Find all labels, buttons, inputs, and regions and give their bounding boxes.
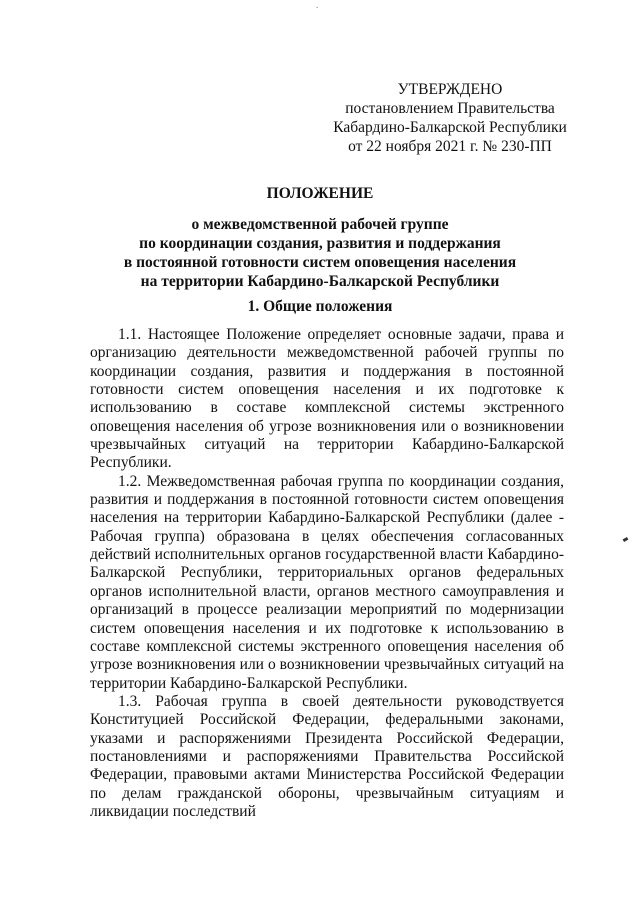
document-subtitle-line: на территории Кабардино-Балкарской Республики bbox=[140, 273, 500, 290]
paragraph-1-2: 1.2. Межведомственная рабочая группа по координации создания, развития и поддержания в постоянной готовности систем оповещения населения на территории Кабардино-Балкарской Республики (далее - Рабочая группа) образована в целях обеспечения согласованных действий исполнительных органов государственной власти Кабардино-Балкарской Республики, территориальных органов федеральных органов исполнительной власти, органов местного самоуправления и организаций в процессе реализации мероприятий по модернизации систем оповещения населения и их подготовке к использованию в составе комплексной системы экстренного оповещения населения об угрозе возникновения или о возникновении чрезвычайных ситуаций на территории Кабардино-Балкарской Республики. bbox=[90, 472, 564, 692]
scan-artifact-mark: . bbox=[316, 0, 320, 10]
document-subtitle-line: о межведомственной рабочей группе bbox=[191, 216, 449, 233]
paragraph-1-1: 1.1. Настоящее Положение определяет основные задачи, права и организацию деятельности межведомственной рабочей группы по координации создания, развития и поддержания в постоянной готовности систем оповещения населения и их подготовке к использованию в составе комплексной системы экстренного оповещения населения об угрозе возникновения или о возникновении чрезвычайных ситуаций на территории Кабардино-Балкарской Республики. bbox=[90, 326, 564, 472]
document-subtitle-line: в постоянной готовности систем оповещения населения bbox=[123, 254, 517, 271]
section-body bbox=[90, 326, 564, 821]
approval-heading: УТВЕРЖДЕНО bbox=[397, 81, 503, 98]
margin-mark bbox=[623, 537, 629, 542]
approval-date-line: от 22 ноября 2021 г. № 230-ПП bbox=[348, 138, 552, 155]
section-heading: 1. Общие положения bbox=[247, 298, 393, 315]
paragraph-1-3: 1.3. Рабочая группа в своей деятельности руководствуется Конституцией Российской Федерации, федеральными законами, указами и распоряжениями Президента Российской Федерации, постановлениями и распоряжениями Правительства Российской Федерации, правовыми актами Министерства Российской Федерации по делам гражданской обороны, чрезвычайным ситуациям и ликвидации последствий bbox=[90, 692, 564, 820]
document-title-block bbox=[60, 184, 580, 291]
document-subtitle-line: по координации создания, развития и поддержания bbox=[139, 235, 501, 252]
approval-line: Кабардино-Балкарской Республики bbox=[333, 119, 567, 136]
approval-line: постановлением Правительства bbox=[345, 100, 555, 117]
document-title: ПОЛОЖЕНИЕ bbox=[266, 185, 374, 202]
approval-stamp-block bbox=[330, 80, 570, 156]
